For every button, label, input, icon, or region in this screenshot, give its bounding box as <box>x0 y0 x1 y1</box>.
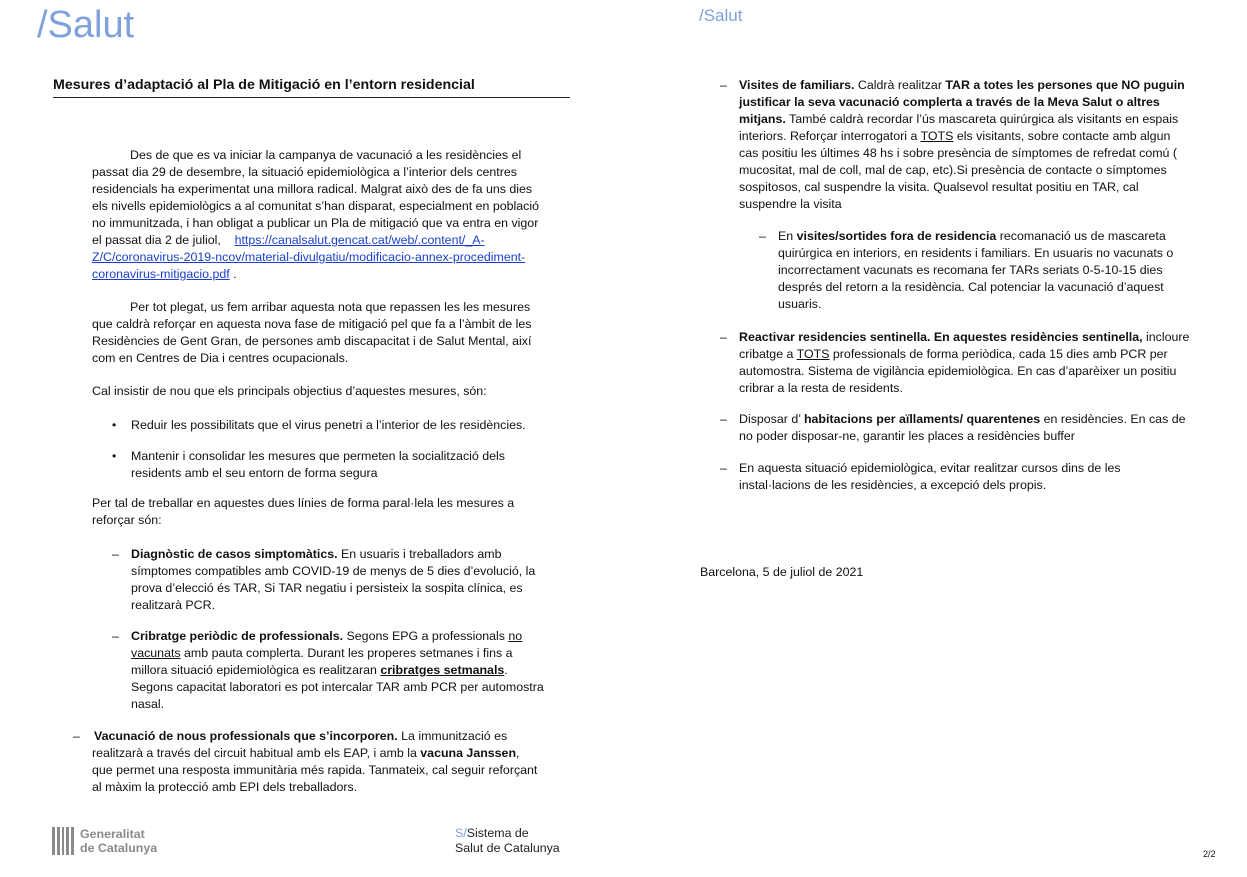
dash-bullet-icon: – <box>112 629 119 643</box>
family-visits-item: Visites de familiars. Caldrà realitzar TAR a totes les persones que NO puguin justificar la seva vacunació complerta a través de la Meva Salut o altres mitjans. També caldrà recordar l’ús mascareta quirúrgica als visitants en espais interiors. Reforçar interrogatori a TOTS els visitants, sobre contacte amb algun cas positiu les últimes 48 hs i sobre presència de símptomes de refredat comú ( mucositat, mal de coll, mal de cap, etc).Si presència de contacte o símptomes sospitosos, cal suspendre la visita. Qualsevol resultat positiu en TAR, cal suspendre la visita <box>739 78 1185 211</box>
bullet-dot-icon: • <box>112 418 117 432</box>
salut-logo: /Salut <box>37 4 135 46</box>
list-item: Reduir les possibilitats que el virus penetri a l’interior de les residències. <box>131 418 526 432</box>
document-page-2 <box>623 0 1247 877</box>
document-page-1 <box>0 0 622 877</box>
page-title: Mesures d’adaptació al Pla de Mitigació en l’entorn residencial <box>53 76 570 98</box>
mitigation-plan-link-end[interactable]: coronavirus-mitigacio.pdf <box>92 267 230 281</box>
generalitat-emblem-icon <box>52 827 74 855</box>
signature-date: Barcelona, 5 de juliol de 2021 <box>700 565 864 579</box>
screening-item: Cribratge periòdic de professionals. Segons EPG a professionals no vacunats amb pauta complerta. Durant les properes setmanes i fins a millora situació epidemiològica es realitzaran cribratges setmanals. Segons capacitat laboratori es pot intercalar TAR amb PCR per automostra nasal. <box>131 629 544 711</box>
page-number: 2/2 <box>1203 849 1216 859</box>
second-paragraph: Per tot plegat, us fem arribar aquesta nota que repassen les les mesures que caldrà reforçar en aquesta nova fase de mitigació pel que fa a l’àmbit de les Residències de Gent Gran, de persones amb discapacitat i de Salut Mental, així com en Centres de Dia i centres ocupacionals. <box>92 300 532 365</box>
intro-paragraph: Des de que es va iniciar la campanya de vacunació a les residències el passat dia 29 de desembre, la situació epidemiològica a l’interior dels centres residencials ha experimentat una millora radical. Malgrat això des de fa uns dies els nivells epidemiològics a al comunitat s’han disparat, especialment en població no immunitzada, i han obligat a publicar un Pla de mitigació que va entra en vigor el passat dia 2 de juliol, https://canalsalut.gencat.cat/web/.content/_A- Z/C/coronavirus-2019-ncov/material-divulgatiu/modificacio-annex-procediment- coronavirus-mitigacio.pdf . <box>92 148 540 281</box>
dash-bullet-icon: – <box>720 412 727 426</box>
list-item: Mantenir i consolidar les mesures que permeten la socialització dels residents amb el seu entorn de forma segura <box>131 449 505 480</box>
bullet-dot-icon: • <box>112 449 117 463</box>
diagnostic-item: Diagnòstic de casos simptomàtics. En usuaris i treballadors amb símptomes compatibles amb COVID-19 de menys de 5 dies d’evolució, la prova d’elecció és TAR, Si TAR negatiu i persisteix la sospita clínica, es realitzarà PCR. <box>131 547 536 612</box>
mitigation-plan-link[interactable]: https://canalsalut.gencat.cat/web/.content/_A- <box>234 233 485 247</box>
lines-intro: Per tal de treballar en aquestes dues línies de forma paral·lela les mesures a reforçar són: <box>92 496 515 527</box>
generalitat-logo: Generalitat de Catalunya <box>52 827 157 855</box>
dash-bullet-icon: – <box>720 330 727 344</box>
dash-bullet-icon: – <box>720 461 727 475</box>
objectives-intro: Cal insistir de nou que els principals objectius d’aquestes mesures, són: <box>92 384 487 398</box>
outings-item: En visites/sortides fora de residencia recomanació us de mascareta quirúrgica en interiors, en residents i familiars. En usuaris no vacunats o incorrectament vacunats es recomana fer TARs seriats 0-5-10-15 dies després del retorn a la residència. Cal potenciar la vacunació d’aquest usuaris. <box>778 229 1174 311</box>
vaccination-item: Vacunació de nous professionals que s’incorporen. La immunització es realitzarà a través del circuit habitual amb els EAP, i amb la vacuna Janssen, que permet una resposta immunitària més rapida. Tanmateix, cal seguir reforçant al màxim la protecció amb EPI dels treballadors. <box>92 729 538 794</box>
sistema-salut-logo: S/Sistema de Salut de Catalunya <box>455 826 560 855</box>
isolation-rooms-item: Disposar d’ habitacions per aïllaments/ quarentenes en residències. En cas de no poder disposar-ne, garantir les places a residències buffer <box>739 412 1186 443</box>
dash-bullet-icon: – <box>720 78 727 92</box>
mitigation-plan-link-cont[interactable]: Z/C/coronavirus-2019-ncov/material-divulgatiu/modificacio-annex-procediment- <box>92 250 526 264</box>
sentinel-residences-item: Reactivar residencies sentinella. En aquestes residències sentinella, incloure cribatge a TOTS professionals de forma periòdica, cada 15 dies amb PCR per automostra. Sistema de vigilància epidemiològica. En cas d’aparèixer un positiu cribrar a la resta de residents. <box>739 330 1190 395</box>
dash-bullet-icon: – <box>73 729 80 743</box>
dash-bullet-icon: – <box>112 547 119 561</box>
dash-bullet-icon: – <box>759 229 766 243</box>
salut-logo-small: /Salut <box>699 6 743 25</box>
courses-item: En aquesta situació epidemiològica, evitar realitzar cursos dins de les instal·lacions de les residències, a excepció dels propis. <box>739 461 1121 492</box>
